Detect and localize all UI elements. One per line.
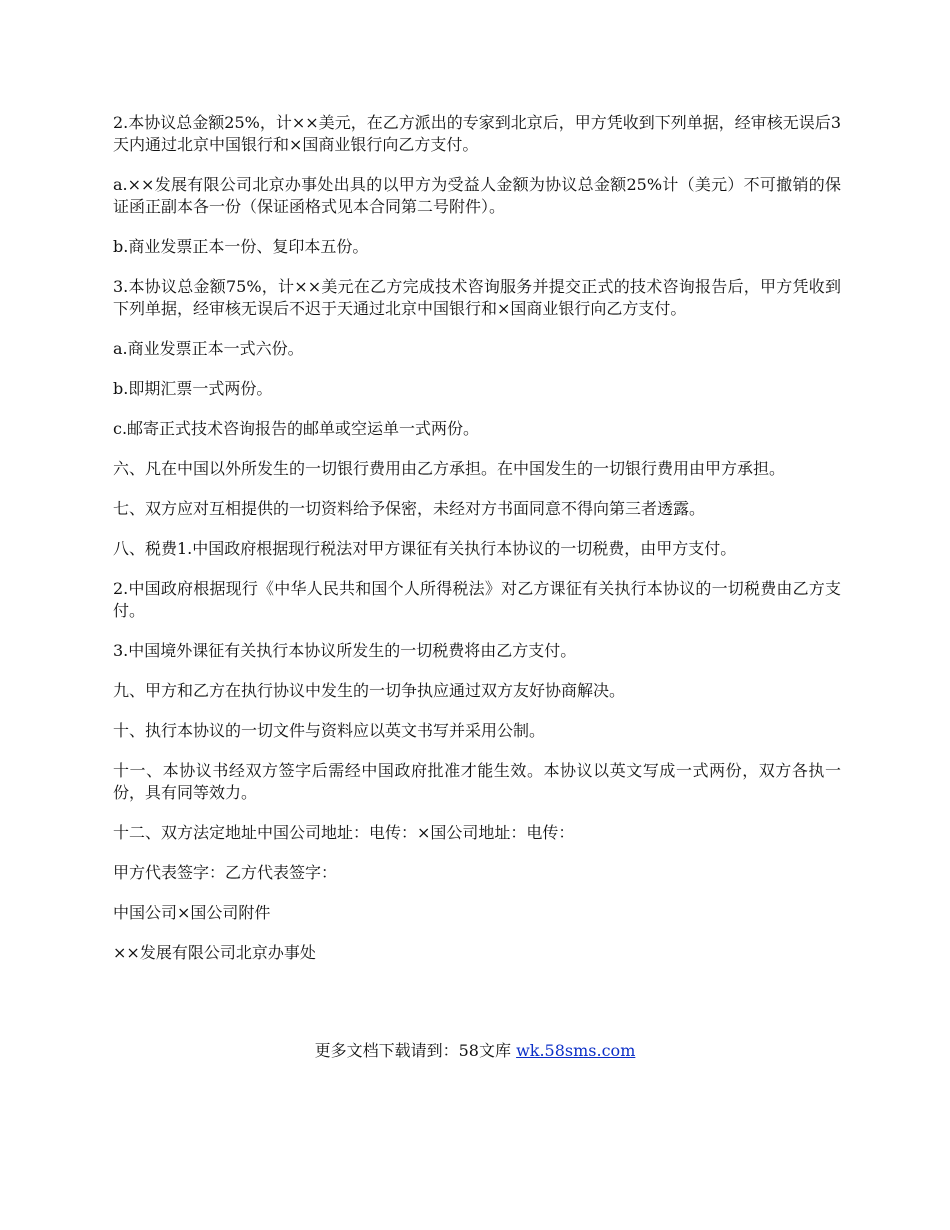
paragraph: c.邮寄正式技术咨询报告的邮单或空运单一式两份。 <box>113 419 480 438</box>
paragraph: 3.中国境外课征有关执行本协议所发生的一切税费将由乙方支付。 <box>113 641 577 660</box>
download-footer <box>0 1040 950 1062</box>
paragraph: a.商业发票正本一式六份。 <box>113 339 304 358</box>
document-body <box>113 112 841 982</box>
footer-prefix-text: 更多文档下载请到：58文库 <box>314 1041 517 1060</box>
paragraph: a.××发展有限公司北京办事处出具的以甲方为受益人金额为协议总金额25%计（美元）不可撤销的保证函正副本各一份（保证函格式见本合同第二号附件）。 <box>113 175 841 216</box>
paragraph: 七、双方应对互相提供的一切资料给予保密，未经对方书面同意不得向第三者透露。 <box>113 499 706 518</box>
paragraph: 八、税费1.中国政府根据现行税法对甲方课征有关执行本协议的一切税费，由甲方支付。 <box>113 539 737 558</box>
paragraph: b.商业发票正本一份、复印本五份。 <box>113 237 369 256</box>
footer-link[interactable]: wk.58sms.com <box>516 1041 636 1060</box>
paragraph: 九、甲方和乙方在执行协议中发生的一切争执应通过双方友好协商解决。 <box>113 681 626 700</box>
paragraph: 甲方代表签字：乙方代表签字： <box>113 863 338 882</box>
paragraph: 3.本协议总金额75%，计××美元在乙方完成技术咨询服务并提交正式的技术咨询报告后，甲方凭收到下列单据，经审核无误后不迟于天通过北京中国银行和×国商业银行向乙方支付。 <box>113 277 841 318</box>
paragraph: 十一、本协议书经双方签字后需经中国政府批准才能生效。本协议以英文写成一式两份，双方各执一份，具有同等效力。 <box>113 761 841 802</box>
paragraph: 2.中国政府根据现行《中华人民共和国个人所得税法》对乙方课征有关执行本协议的一切税费由乙方支付。 <box>113 579 841 620</box>
paragraph: 中国公司×国公司附件 <box>113 903 271 922</box>
paragraph: b.即期汇票一式两份。 <box>113 379 273 398</box>
paragraph: 十二、双方法定地址中国公司地址：电传：×国公司地址：电传： <box>113 823 575 842</box>
paragraph: ××发展有限公司北京办事处 <box>113 943 316 962</box>
paragraph: 十、执行本协议的一切文件与资料应以英文书写并采用公制。 <box>113 721 546 740</box>
paragraph: 六、凡在中国以外所发生的一切银行费用由乙方承担。在中国发生的一切银行费用由甲方承担。 <box>113 459 786 478</box>
paragraph: 2.本协议总金额25%，计××美元，在乙方派出的专家到北京后，甲方凭收到下列单据，经审核无误后3天内通过北京中国银行和×国商业银行向乙方支付。 <box>113 113 841 154</box>
